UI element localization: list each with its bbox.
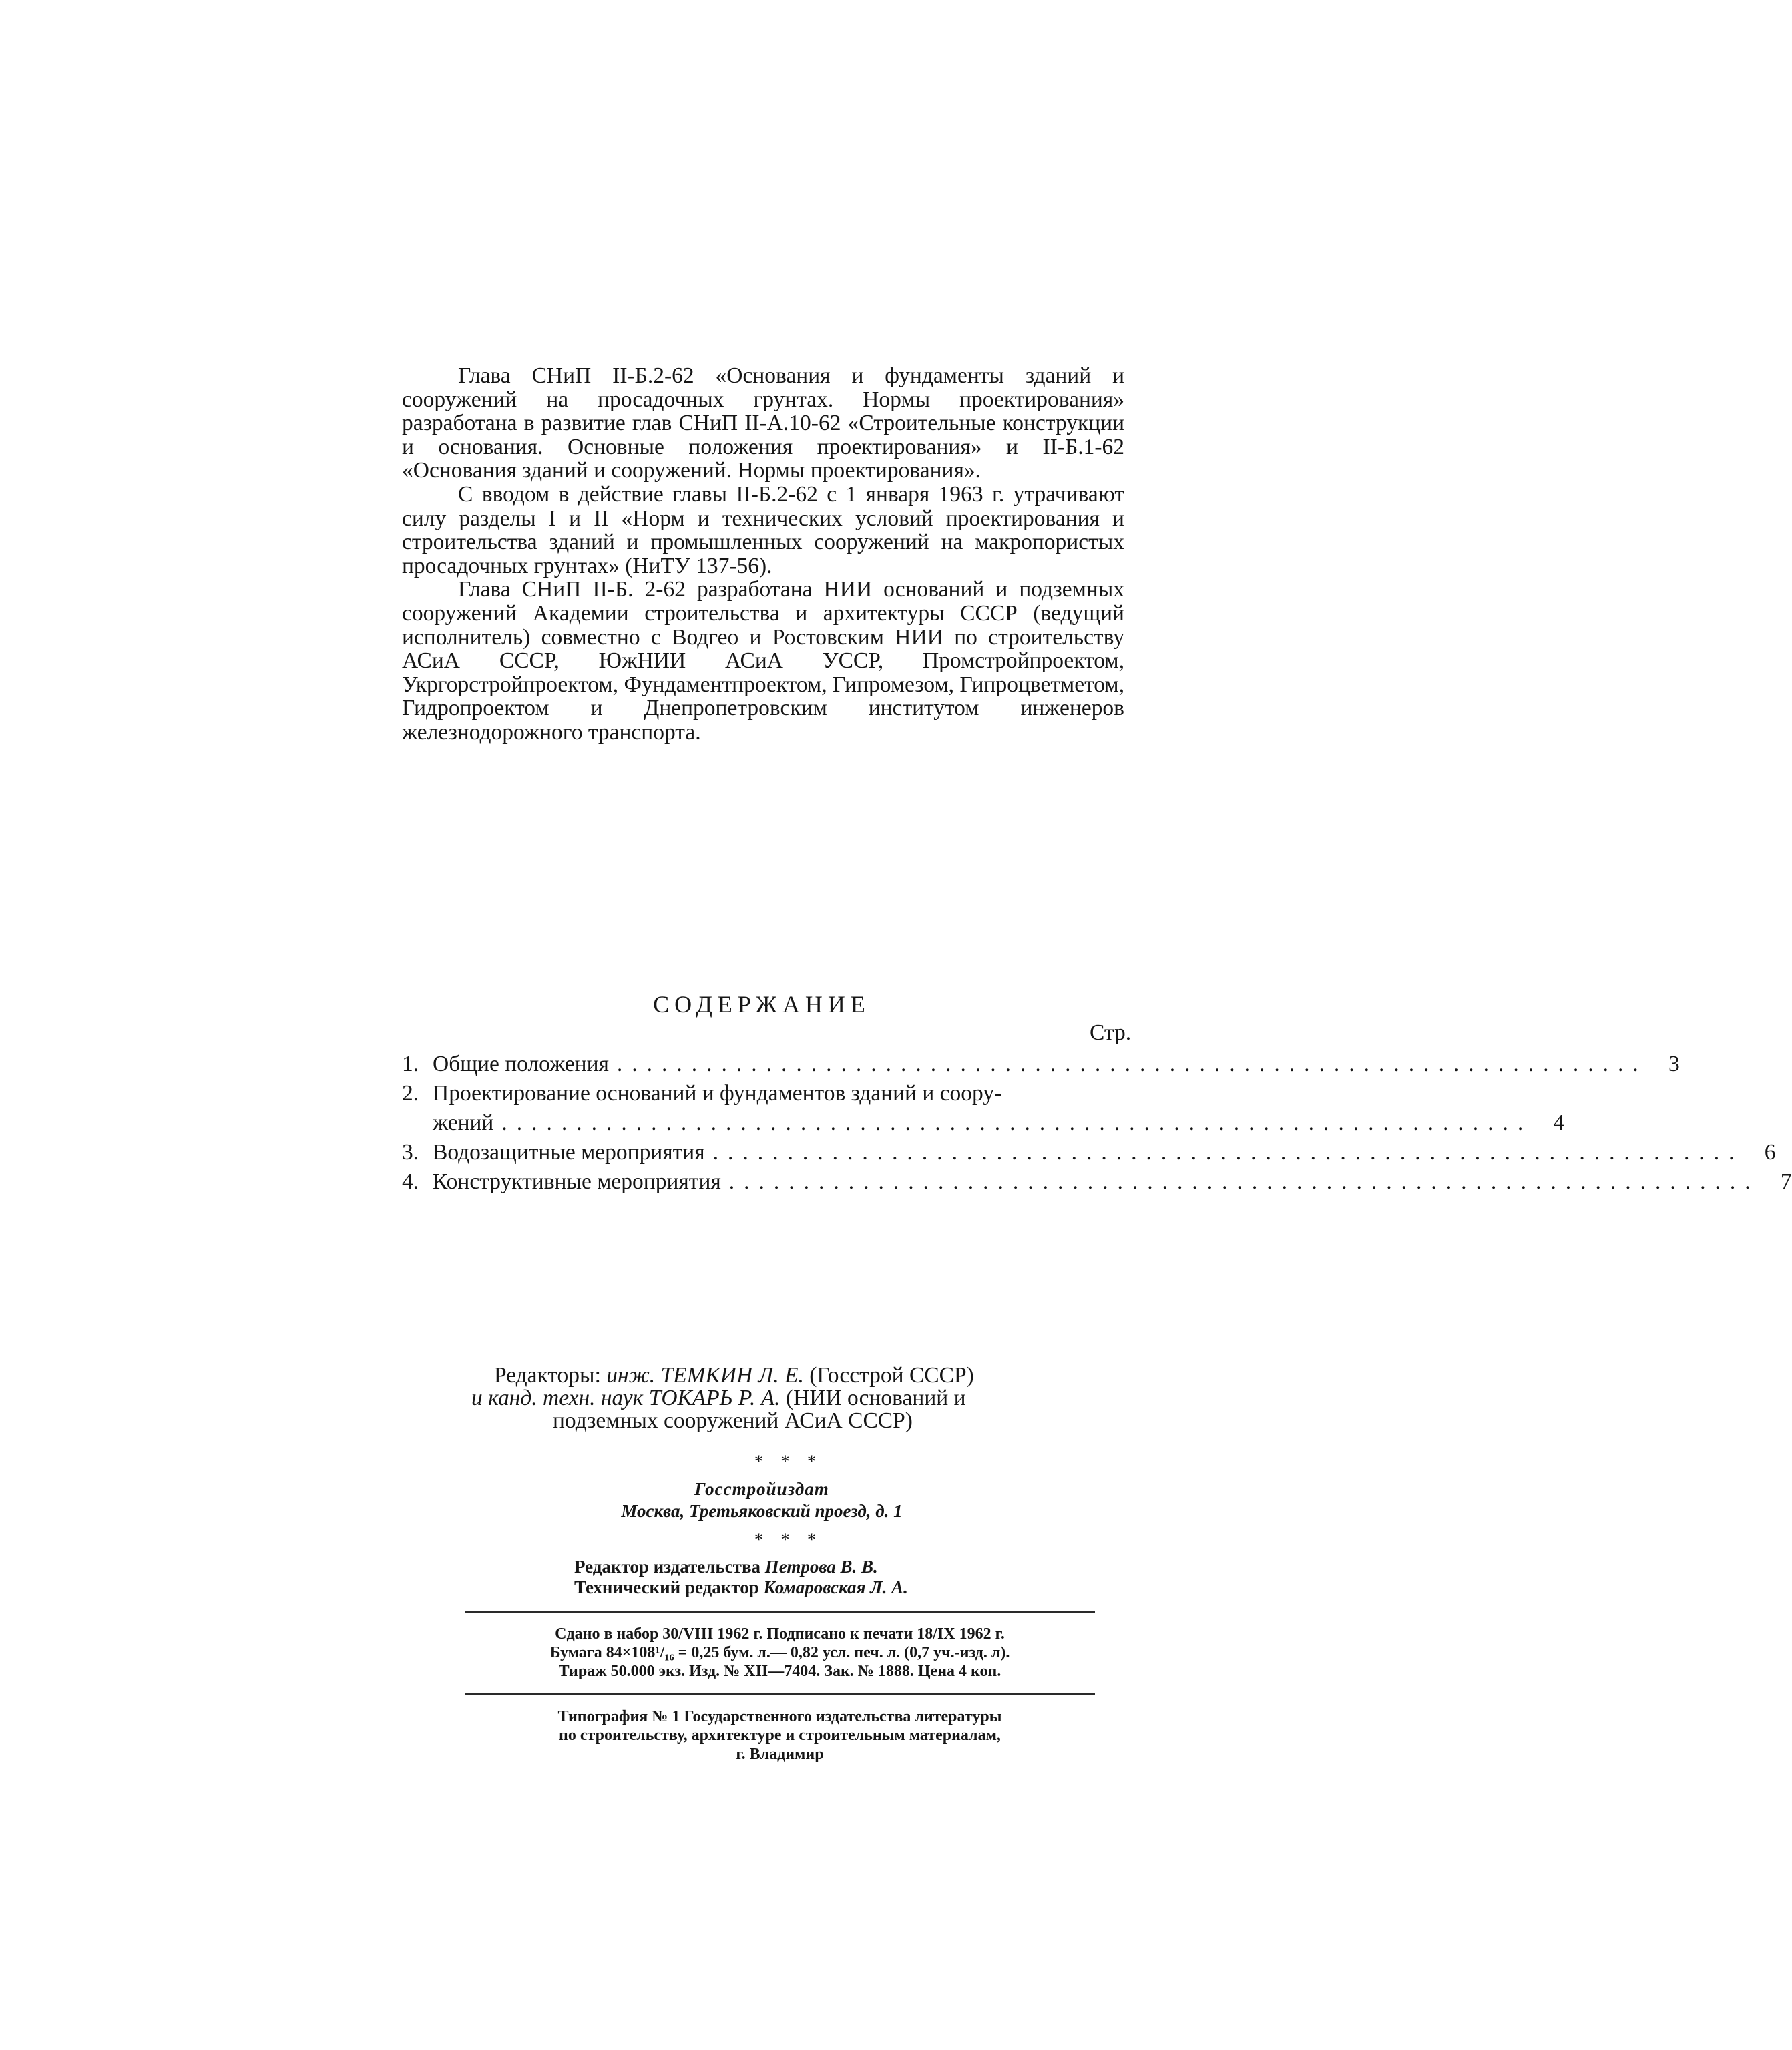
contents-item-title: Общие положения: [433, 1052, 609, 1076]
divider-rule: [465, 1693, 1095, 1695]
staff-name: Комаровская Л. А.: [763, 1577, 908, 1597]
contents-leader-dots: .....................................................................: [501, 1110, 1533, 1135]
printing-house-line: Типография № 1 Государственного издательства литературы: [557, 1708, 1002, 1725]
editor-org: (НИИ оснований и: [785, 1386, 966, 1410]
editors-label: Редакторы:: [494, 1363, 601, 1388]
separator-stars: * * *: [754, 1452, 823, 1471]
imprint-line: Тираж 50.000 экз. Изд. № XII—7404. Зак. № 1888. Цена 4 коп.: [558, 1663, 1001, 1680]
contents-item-title: Проектирование оснований и фундаментов зданий и соору-: [433, 1081, 1002, 1106]
contents-item: [402, 1138, 1776, 1167]
staff-line: [574, 1577, 908, 1598]
imprint-line: Бумага 84×108¹/₁₆ = 0,25 бум. л.— 0,82 усл. печ. л. (0,7 уч.-изд. л).: [549, 1644, 1010, 1661]
contents-item-page: 6: [1764, 1140, 1776, 1165]
contents-item-title: Водозащитные мероприятия: [433, 1140, 705, 1165]
intro-text: [402, 364, 1124, 745]
contents-leader-dots: .....................................................................: [616, 1052, 1648, 1076]
editors-line: [401, 1410, 1123, 1432]
printing-house-line: г. Владимир: [736, 1746, 824, 1763]
intro-paragraph: Глава СНиП II-Б.2-62 «Основания и фундаменты зданий и сооружений на просадочных грунтах. Нормы проектирования» разработана в развитие глав СНиП II-А.10-62 «Строительные конструкции и основания. Основные положения проектирования» и II-Б.1-62 «Основания зданий и сооружений. Нормы проектирования».: [402, 363, 1124, 483]
contents-item-page: 3: [1668, 1052, 1680, 1076]
contents-item-number: 1.: [402, 1052, 419, 1076]
contents-item-continuation: [402, 1108, 1565, 1138]
publisher-address: Москва, Третьяковский проезд, д. 1: [621, 1501, 903, 1521]
imprint-line: Сдано в набор 30/VIII 1962 г. Подписано к печати 18/IX 1962 г.: [555, 1625, 1005, 1643]
contents-item: [402, 1079, 1135, 1108]
imprint-block: [465, 1625, 1095, 1681]
contents-title: СОДЕРЖАНИЕ: [653, 991, 871, 1018]
editor-org: подземных сооружений АСиА СССР): [553, 1408, 913, 1433]
editors-line: [401, 1387, 1123, 1410]
editor-name: и канд. техн. наук ТОКАРЬ Р. А.: [471, 1386, 780, 1410]
contents-page-header: Стр.: [1090, 1020, 1132, 1045]
staff-role: Технический редактор: [574, 1577, 759, 1597]
editor-org: (Госстрой СССР): [809, 1363, 974, 1388]
staff-role: Редактор издательства: [574, 1557, 761, 1577]
intro-paragraph: С вводом в действие главы II-Б.2-62 с 1 января 1963 г. утрачивают силу разделы I и II «Норм и технических условий проектирования и строительства зданий и промышленных сооружений на макропористых просадочных грунтах» (НиТУ 137-56).: [402, 481, 1124, 578]
editors-line: [401, 1364, 1123, 1387]
contents-item-page: 7: [1780, 1169, 1792, 1194]
divider-rule: [465, 1611, 1095, 1613]
contents-leader-dots: .....................................................................: [728, 1169, 1760, 1194]
contents-item-title: Конструктивные мероприятия: [433, 1169, 721, 1194]
contents-leader-dots: .....................................................................: [712, 1140, 1744, 1165]
printing-house-line: по строительству, архитектуре и строительным материалам,: [559, 1727, 1001, 1744]
intro-paragraph: Глава СНиП II-Б. 2-62 разработана НИИ оснований и подземных сооружений Академии строительства и архитектуры СССР (ведущий исполнитель) совместно с Водгео и Ростовским НИИ по строительству АСиА СССР, ЮжНИИ АСиА УССР, Промстройпроектом, Укргорстройпроектом, Фундаментпроектом, Гипромезом, Гипроцветметом, Гидропроектом и Днепропетровским институтом инженеров железнодорожного транспорта.: [402, 577, 1124, 745]
contents-item-number: 3.: [402, 1140, 419, 1165]
publisher-block: [401, 1478, 1123, 1522]
contents-item: [402, 1167, 1792, 1197]
contents-item: [402, 1050, 1680, 1079]
editor-name: инж. ТЕМКИН Л. Е.: [606, 1363, 804, 1388]
separator-stars: * * *: [754, 1530, 823, 1549]
staff-block: [574, 1557, 908, 1598]
staff-line: [574, 1557, 908, 1577]
staff-name: Петрова В. В.: [764, 1557, 878, 1577]
contents-item-number: 2.: [402, 1081, 419, 1106]
publisher-name: Госстройиздат: [694, 1479, 829, 1499]
contents-item-title-cont: жений: [433, 1110, 494, 1135]
printing-house-block: [465, 1707, 1095, 1764]
contents-list: [402, 1050, 1792, 1197]
contents-item-number: 4.: [402, 1169, 419, 1194]
contents-item-page: 4: [1553, 1110, 1565, 1135]
editors-block: [401, 1364, 1123, 1432]
